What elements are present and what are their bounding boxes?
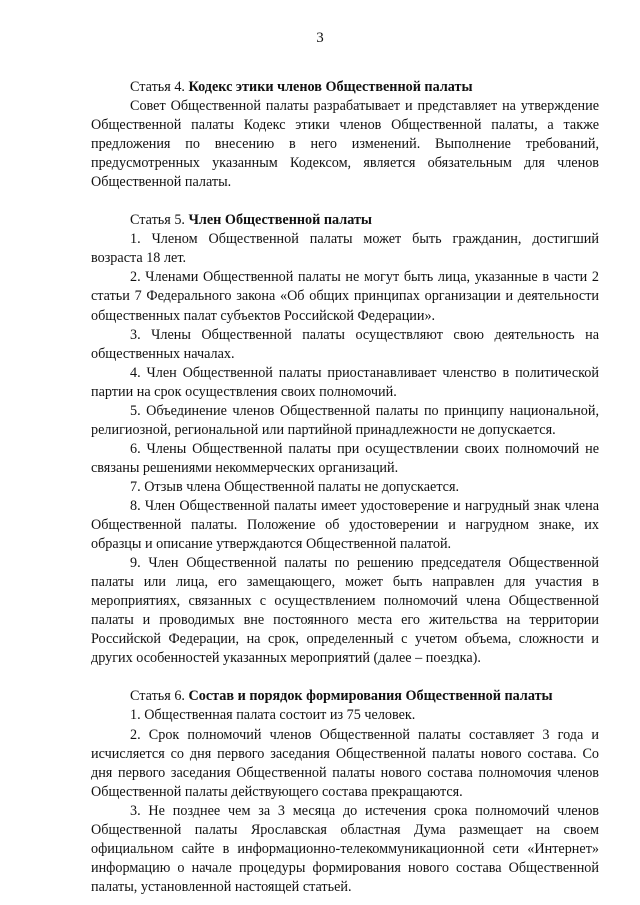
- paragraph: 3. Не позднее чем за 3 месяца до истечения срока полномочий членов Общественной палаты Ярославская областная Дума размещает на своем официальном сайте в информационно-телекоммуникационной сети «Интернет» информацию о начале процедуры формирования нового состава Общественной палаты, установленной настоящей статьей.: [91, 802, 599, 895]
- paragraph: 8. Член Общественной палаты имеет удостоверение и нагрудный знак члена Общественной палаты. Положение об удостоверении и нагрудном знаке, их образцы и описание утверждаются Общественной палатой.: [91, 497, 599, 553]
- document-body: [91, 78, 599, 897]
- article-number: Статья 5.: [130, 212, 189, 229]
- page-number: 3: [316, 30, 324, 46]
- paragraph: 2. Срок полномочий членов Общественной палаты составляет 3 года и исчисляется со дня первого заседания Общественной палаты нового состава. Со дня первого заседания Общественной палаты нового состава полномочия членов Общественной палаты действующего состава прекращаются.: [91, 726, 599, 800]
- paragraph: 5. Объединение членов Общественной палаты по принципу национальной, религиозной, региональной или партийной принадлежности не допускается.: [91, 402, 599, 438]
- paragraph: 1. Членом Общественной палаты может быть гражданин, достигший возраста 18 лет.: [91, 231, 599, 267]
- article-title: Кодекс этики членов Общественной палаты: [188, 79, 473, 95]
- article-heading: [91, 78, 599, 97]
- article-heading: [91, 687, 599, 706]
- paragraph: 6. Члены Общественной палаты при осуществлении своих полномочий не связаны решениями некоммерческих организаций.: [91, 440, 599, 476]
- paragraph: 7. Отзыв члена Общественной палаты не допускается.: [130, 478, 460, 495]
- article-number: Статья 4.: [130, 79, 189, 95]
- paragraph: 4. Член Общественной палаты приостанавливает членство в политической партии на срок осуществления своих полномочий.: [91, 364, 599, 400]
- paragraph: Совет Общественной палаты разрабатывает и представляет на утверждение Общественной палаты Кодекс этики членов Общественной палаты, а также предложения по внесению в него изменений. Выполнение требований, предусмотренных указанным Кодексом, является обязательным для членов Общественной палаты.: [91, 98, 599, 191]
- paragraph: 3. Члены Общественной палаты осуществляют свою деятельность на общественных началах.: [91, 326, 599, 362]
- paragraph: 9. Член Общественной палаты по решению председателя Общественной палаты или лица, его замещающего, может быть направлен для участия в мероприятиях, связанных с осуществлением полномочий члена Общественной палаты и проводимых вне постоянного места его жительства на территории Российской Федерации, на срок, определенный с учетом объема, сложности и других особенностей указанных мероприятий (далее – поездка).: [91, 555, 599, 667]
- article-5: [91, 211, 599, 668]
- paragraph: 1. Общественная палата состоит из 75 человек.: [130, 707, 416, 724]
- article-title: Член Общественной палаты: [188, 212, 372, 229]
- article-title: Состав и порядок формирования Общественной палаты: [188, 688, 553, 705]
- paragraph: 2. Членами Общественной палаты не могут быть лица, указанные в части 2 статьи 7 Федерального закона «Об общих принципах организации и деятельности общественных палат субъектов Российской Федерации».: [91, 269, 599, 324]
- article-number: Статья 6.: [130, 688, 189, 705]
- article-4: [91, 78, 599, 192]
- article-6: [91, 687, 599, 897]
- article-heading: [91, 211, 599, 230]
